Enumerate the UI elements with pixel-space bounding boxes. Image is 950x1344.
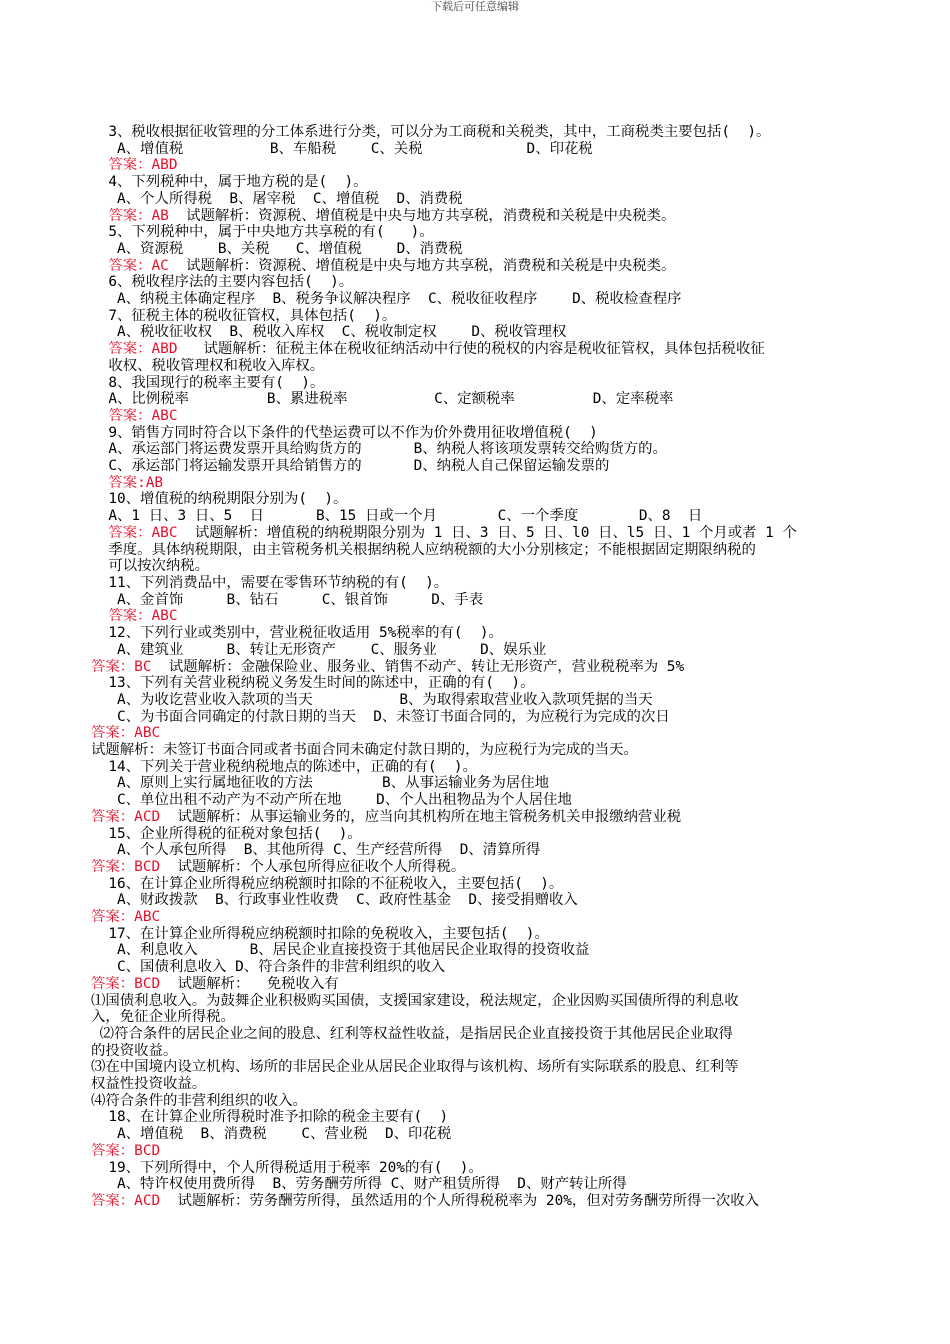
line-text: 12、下列行业或类别中，营业税征收适用 5%税率的有( )。 bbox=[91, 625, 503, 642]
text-line bbox=[91, 1176, 861, 1193]
line-text: 可以按次纳税。 bbox=[91, 558, 210, 575]
line-text: ⑶在中国境内设立机构、场所的非居民企业从居民企业取得与该机构、场所有实际联系的股息、红利等 bbox=[91, 1059, 739, 1076]
text-line bbox=[91, 692, 861, 709]
text-line bbox=[91, 441, 861, 458]
line-text: C、为书面合同确定的付款日期的当天 D、未签订书面合同的，为应税行为完成的次日 bbox=[91, 708, 670, 725]
document-body bbox=[91, 124, 861, 1210]
text-line bbox=[91, 274, 861, 291]
answer-label: 答案：BCD bbox=[91, 1142, 161, 1159]
line-text: A、财政拨款 B、行政事业性收费 C、政府性基金 D、接受捐赠收入 bbox=[91, 892, 578, 909]
text-line bbox=[91, 408, 861, 425]
text-line bbox=[91, 141, 861, 158]
text-line bbox=[91, 926, 861, 943]
line-text: 19、下列所得中，个人所得税适用于税率 20%的有( )。 bbox=[91, 1159, 483, 1176]
answer-label: 答案:AB bbox=[91, 474, 164, 491]
line-text: C、承运部门将运输发票开具给销售方的 D、纳税人自己保留运输发票的 bbox=[91, 458, 610, 475]
line-text: A、个人所得税 B、屠宰税 C、增值税 D、消费税 bbox=[91, 190, 463, 207]
text-line bbox=[91, 892, 861, 909]
text-line bbox=[91, 391, 861, 408]
text-line bbox=[91, 1109, 861, 1126]
text-line bbox=[91, 809, 861, 826]
text-line bbox=[91, 659, 861, 676]
line-text: 试题解析：从事运输业务的，应当向其机构所在地主管税务机关申报缴纳营业税 bbox=[160, 808, 682, 825]
text-line bbox=[91, 842, 861, 859]
text-line bbox=[91, 1043, 861, 1060]
line-text: C、单位出租不动产为不动产所在地 D、个人出租物品为个人居住地 bbox=[91, 792, 572, 809]
line-text: A、利息收入 B、居民企业直接投资于其他居民企业取得的投资收益 bbox=[91, 942, 590, 959]
text-line bbox=[91, 208, 861, 225]
line-text: 试题解析：未签订书面合同或者书面合同未确定付款日期的，为应税行为完成的当天。 bbox=[91, 742, 638, 759]
text-line bbox=[91, 826, 861, 843]
line-text: 季度。具体纳税期限，由主管税务机关根据纳税人应纳税额的大小分别核定；不能根据固定期限纳税的 bbox=[91, 541, 756, 558]
line-text: A、特许权使用费所得 B、劳务酬劳所得 C、财产租赁所得 D、财产转让所得 bbox=[91, 1176, 627, 1193]
text-line bbox=[91, 859, 861, 876]
text-line bbox=[91, 575, 861, 592]
line-text: 入，免征企业所得税。 bbox=[91, 1009, 235, 1026]
line-text: 4、下列税种中，属于地方税的是( )。 bbox=[91, 174, 368, 191]
text-line bbox=[91, 258, 861, 275]
text-line bbox=[91, 976, 861, 993]
line-text: A、增值税 B、车船税 C、关税 D、印花税 bbox=[91, 140, 593, 157]
text-line bbox=[91, 909, 861, 926]
text-line bbox=[91, 308, 861, 325]
text-line bbox=[91, 224, 861, 241]
line-text: 14、下列关于营业税纳税地点的陈述中，正确的有( )。 bbox=[91, 758, 477, 775]
text-line bbox=[91, 1093, 861, 1110]
line-text: 收权、税收管理权和税收入库权。 bbox=[91, 357, 325, 374]
line-text: A、增值税 B、消费税 C、营业税 D、印花税 bbox=[91, 1126, 452, 1143]
line-text: 16、在计算企业所得税应纳税额时扣除的不征税收入，主要包括( )。 bbox=[91, 875, 564, 892]
line-text: A、资源税 B、关税 C、增值税 D、消费税 bbox=[91, 240, 463, 257]
text-line bbox=[91, 1193, 861, 1210]
answer-label: 答案：ABC bbox=[91, 524, 178, 541]
line-text: A、建筑业 B、转让无形资产 C、服务业 D、娱乐业 bbox=[91, 641, 547, 658]
line-text: 15、企业所得税的征税对象包括( )。 bbox=[91, 825, 362, 842]
line-text: 试题解析：金融保险业、服务业、销售不动产、转让无形资产，营业税税率为 5% bbox=[151, 658, 685, 675]
line-text: 9、销售方同时符合以下条件的代垫运费可以不作为价外费用征收增值税( ) bbox=[91, 424, 598, 441]
answer-label: 答案：ACD bbox=[91, 808, 161, 825]
line-text: A、1 日、3 日、5 日 B、15 日或一个月 C、一个季度 D、8 日 bbox=[91, 508, 703, 525]
text-line bbox=[91, 1160, 861, 1177]
text-line bbox=[91, 291, 861, 308]
line-text: 5、下列税种中，属于中央地方共享税的有( )。 bbox=[91, 224, 434, 241]
text-line bbox=[91, 508, 861, 525]
line-text: A、纳税主体确定程序 B、税务争议解决程序 C、税收征收程序 D、税收检查程序 bbox=[91, 291, 682, 308]
line-text: 权益性投资收益。 bbox=[91, 1076, 207, 1093]
line-text: 8、我国现行的税率主要有( )。 bbox=[91, 374, 325, 391]
text-line bbox=[91, 775, 861, 792]
text-line bbox=[91, 1059, 861, 1076]
line-text: 试题解析：个人承包所得应征收个人所得税。 bbox=[160, 858, 466, 875]
answer-label: 答案：ABC bbox=[91, 407, 178, 424]
answer-label: 答案：ACD bbox=[91, 1193, 161, 1209]
answer-label: 答案：BC bbox=[91, 658, 152, 675]
line-text: 试题解析：资源税、增值税是中央与地方共享税，消费税和关税是中央税类。 bbox=[168, 207, 676, 224]
text-line bbox=[91, 742, 861, 759]
text-line bbox=[91, 525, 861, 542]
text-line bbox=[91, 157, 861, 174]
text-line bbox=[91, 759, 861, 776]
answer-label: 答案：BCD bbox=[91, 858, 161, 875]
header-text: 下载后可任意编辑 bbox=[431, 0, 519, 13]
text-line bbox=[91, 375, 861, 392]
answer-label: 答案：ABC bbox=[91, 608, 178, 625]
text-line bbox=[91, 792, 861, 809]
line-text: A、承运部门将运费发票开具给购货方的 B、纳税人将该项发票转交给购货方的。 bbox=[91, 441, 667, 458]
text-line bbox=[91, 876, 861, 893]
text-line bbox=[91, 592, 861, 609]
line-text: 18、在计算企业所得税时准予扣除的税金主要有( ) bbox=[91, 1109, 449, 1126]
line-text: A、比例税率 B、累进税率 C、定额税率 D、定率税率 bbox=[91, 391, 674, 408]
answer-label: 答案：AB bbox=[91, 207, 169, 224]
answer-label: 答案：ABD bbox=[91, 157, 178, 174]
text-line bbox=[91, 341, 861, 358]
text-line bbox=[91, 241, 861, 258]
text-line bbox=[91, 942, 861, 959]
text-line bbox=[91, 458, 861, 475]
text-line bbox=[91, 959, 861, 976]
text-line bbox=[91, 1143, 861, 1160]
text-line bbox=[91, 675, 861, 692]
text-line bbox=[91, 1009, 861, 1026]
line-text: 10、增值税的纳税期限分别为( )。 bbox=[91, 491, 348, 508]
text-line bbox=[91, 174, 861, 191]
text-line bbox=[91, 1076, 861, 1093]
text-line bbox=[91, 425, 861, 442]
line-text: C、国债利息收入 D、符合条件的非营利组织的收入 bbox=[91, 959, 446, 976]
answer-label: 答案：BCD bbox=[91, 975, 161, 992]
line-text: 试题解析：资源税、增值税是中央与地方共享税，消费税和关税是中央税类。 bbox=[168, 257, 676, 274]
answer-label: 答案：ABC bbox=[91, 725, 161, 742]
line-text: A、为收讫营业收入款项的当天 B、为取得索取营业收入款项凭据的当天 bbox=[91, 691, 653, 708]
line-text: 7、征税主体的税收征管权，具体包括( )。 bbox=[91, 307, 397, 324]
line-text: ⑵符合条件的居民企业之间的股息、红利等权益性收益，是指居民企业直接投资于其他居民企业取得 bbox=[91, 1025, 733, 1042]
text-line bbox=[91, 558, 861, 575]
text-line bbox=[91, 725, 861, 742]
line-text: ⑷符合条件的非营利组织的收入。 bbox=[91, 1092, 307, 1109]
line-text: 试题解析： 免税收入有 bbox=[160, 975, 339, 992]
line-text: 11、下列消费品中，需要在零售环节纳税的有( )。 bbox=[91, 574, 449, 591]
line-text: A、税收征收权 B、税收入库权 C、税收制定权 D、税收管理权 bbox=[91, 324, 567, 341]
line-text: A、个人承包所得 B、其他所得 C、生产经营所得 D、清算所得 bbox=[91, 842, 541, 859]
line-text: 试题解析：征税主体在税收征纳活动中行使的税权的内容是税收征管权，具体包括税收征 bbox=[177, 341, 765, 358]
text-line bbox=[91, 124, 861, 141]
text-line bbox=[91, 608, 861, 625]
answer-label: 答案：ABD bbox=[91, 341, 178, 358]
answer-label: 答案：ABC bbox=[91, 909, 161, 926]
text-line bbox=[91, 642, 861, 659]
text-line bbox=[91, 358, 861, 375]
text-line bbox=[91, 993, 861, 1010]
line-text: 17、在计算企业所得税应纳税额时扣除的免税收入，主要包括( )。 bbox=[91, 925, 549, 942]
text-line bbox=[91, 1126, 861, 1143]
line-text: ⑴国债利息收入。为鼓舞企业积极购买国债，支援国家建设，税法规定，企业因购买国债所得的利息收 bbox=[91, 992, 739, 1009]
line-text: A、金首饰 B、钻石 C、银首饰 D、手表 bbox=[91, 591, 484, 608]
page-header bbox=[0, 0, 950, 13]
text-line bbox=[91, 542, 861, 559]
line-text: 6、税收程序法的主要内容包括( )。 bbox=[91, 274, 354, 291]
line-text: 的投资收益。 bbox=[91, 1042, 178, 1059]
line-text: 试题解析：增值税的纳税期限分别为 1 日、3 日、5 日、l0 日、l5 日、1 个月或者 1 个 bbox=[177, 524, 797, 541]
text-line bbox=[91, 191, 861, 208]
line-text: 13、下列有关营业税纳税义务发生时间的陈述中，正确的有( )。 bbox=[91, 675, 535, 692]
line-text: 试题解析：劳务酬劳所得，虽然适用的个人所得税税率为 20%，但对劳务酬劳所得一次收入 bbox=[160, 1193, 760, 1209]
text-line bbox=[91, 324, 861, 341]
text-line bbox=[91, 491, 861, 508]
text-line bbox=[91, 475, 861, 492]
answer-label: 答案：AC bbox=[91, 257, 169, 274]
line-text: A、原则上实行属地征收的方法 B、从事运输业务为居住地 bbox=[91, 775, 550, 792]
text-line bbox=[91, 1026, 861, 1043]
text-line bbox=[91, 709, 861, 726]
line-text: 3、税收根据征收管理的分工体系进行分类，可以分为工商税和关税类，其中，工商税类主要包括( )。 bbox=[91, 124, 771, 140]
text-line bbox=[91, 625, 861, 642]
